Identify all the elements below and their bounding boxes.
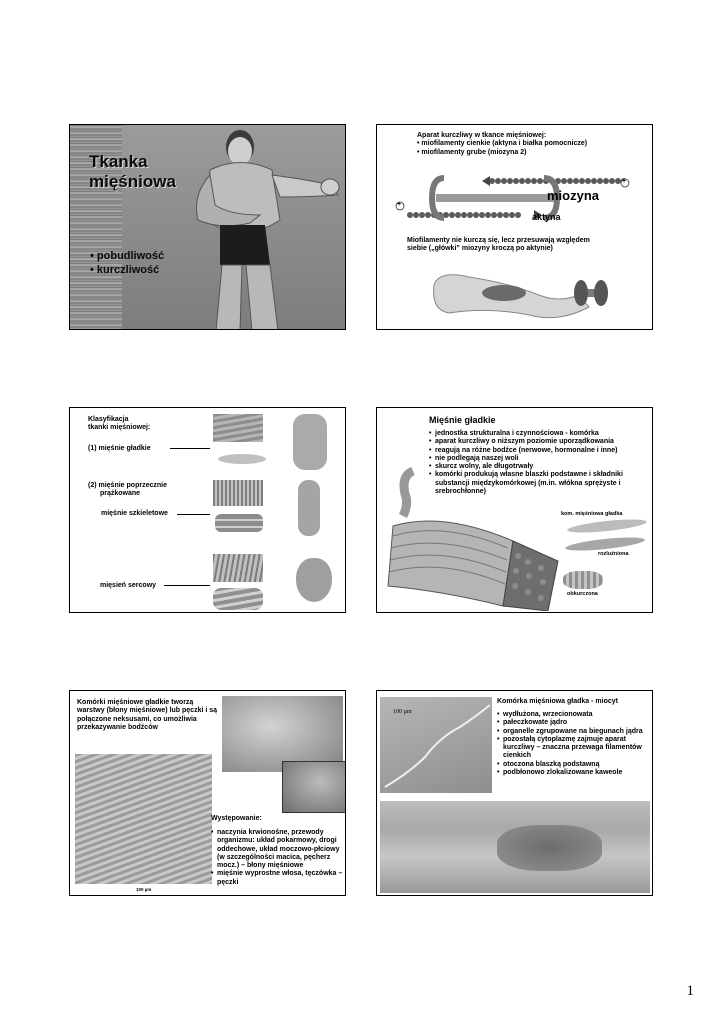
- classification-title-line-1: Klasyfikacja: [88, 416, 129, 423]
- page-number: 1: [686, 983, 694, 999]
- feature-rod-nucleus: • pałeczkowate jądro: [497, 719, 651, 727]
- striated-line-2: prążkowane: [100, 490, 141, 498]
- cell-relaxed-drawing: [567, 517, 648, 535]
- occurrence-title: Występowanie:: [211, 815, 262, 822]
- micrograph-scale-label: 100 µm: [393, 709, 412, 715]
- cardiac-fibers-drawing: [213, 588, 263, 610]
- caption-line-2: siebie („główki” miozyny kroczą po aktynie): [407, 245, 553, 253]
- feature-slow-contraction: • skurcz wolny, ale długotrwały: [429, 463, 651, 471]
- feature-basal-lamina: • komórki produkują własne blaszki podstawne i składniki substancji międzykomórkowej (m.in. włókna sprężyste i srebrochłonne): [429, 471, 651, 496]
- contractile-apparatus-text: [417, 132, 647, 157]
- skeletal-fibers-drawing: [215, 514, 263, 532]
- smooth-muscle-cells-drawing: [218, 454, 266, 464]
- arm-dumbbell-illustration: [429, 265, 619, 327]
- histology-scale-bar: 100 µm: [136, 887, 152, 892]
- item-striated-muscle: [88, 482, 167, 499]
- slide-title: [89, 152, 176, 192]
- slide-miesnie-gladkie: [376, 407, 653, 613]
- label-relaxed: rozluźniona: [598, 551, 629, 557]
- feature-contractile-cytoplasm: • pozostałą cytoplazmę zajmuje aparat kurczliwy – znaczna przewaga filamentów cienkich: [497, 736, 651, 761]
- heart-icon: [296, 558, 332, 602]
- myosin-label: miozyna: [547, 188, 600, 203]
- bodybuilder-photo: [180, 125, 346, 330]
- actin-label: aktyna: [532, 212, 561, 222]
- label-smooth-muscle-cell: kom. mięśniowa gładka: [561, 511, 623, 517]
- pointer-arrow-cardiac: [164, 585, 210, 586]
- feature-organelles: • organelle zgrupowane na biegunach jądra: [497, 728, 651, 736]
- slide-tkanka-miesniowa: [69, 124, 346, 330]
- occurrence-hair-iris: • mięśnie wyprostne włosa, tęczówka – pęczki: [211, 870, 345, 887]
- feature-stimuli: • reagują na różne bodźce (nerwowe, hormonalne i inne): [429, 447, 651, 455]
- smooth-muscle-tissue-block: [383, 466, 563, 611]
- pointer-arrow-smooth: [170, 448, 210, 449]
- slide-warstwy-miesniowe: [69, 690, 346, 896]
- pointer-arrow-skeletal: [177, 514, 210, 515]
- feature-basal-lamina: • otoczona blaszką podstawną: [497, 761, 651, 769]
- skeletal-muscle-micrograph: [213, 480, 263, 506]
- feature-involuntary: • nie podlegają naszej woli: [429, 455, 651, 463]
- slide-klasyfikacja: [69, 407, 346, 613]
- smooth-muscle-micrograph: [213, 414, 263, 442]
- label-contracted: obkurczona: [567, 591, 598, 597]
- classification-title: [88, 416, 150, 433]
- slide-aparat-kurczliwy: [376, 124, 653, 330]
- digestive-organs-icon: [293, 414, 327, 470]
- property-excitability: • pobudliwość: [90, 250, 165, 262]
- feature-caveolae: • podbłonowo zlokalizowane kaweole: [497, 769, 651, 777]
- title-line-2: mięśniowa: [89, 172, 176, 191]
- feature-contractile-apparatus: • aparat kurczliwy o niższym poziomie uporządkowania: [429, 438, 651, 446]
- occurrence-list: [211, 829, 345, 887]
- smooth-muscle-layers-intro: Komórki mięśniowe gładkie tworzą warstwy (błony mięśniowe) lub pęczki i są połączone neksusami, co umożliwia przekazywanie bodźców: [77, 699, 218, 731]
- item-smooth-muscle: (1) mięśnie gładkie: [88, 445, 151, 452]
- bullet-thin-filaments: • miofilamenty cienkie (aktyna i białka pomocnicze): [417, 140, 588, 148]
- bullet-thick-filaments: • miofilamenty grube (miozyna 2): [417, 148, 527, 156]
- classification-title-line-2: tkanki mięśniowej:: [88, 424, 151, 432]
- plus-left-label: +: [397, 201, 402, 208]
- striated-line-1: (2) mięśnie poprzecznie: [88, 482, 167, 489]
- feature-structural-unit: • jednostka strukturalna i czynnościowa - komórka: [429, 430, 651, 438]
- nucleus-region: [497, 825, 602, 871]
- feature-spindle-shape: • wydłużona, wrzecionowata: [497, 711, 651, 719]
- smooth-muscle-title: Mięśnie gładkie: [429, 415, 496, 425]
- property-contractility: • kurczliwość: [90, 264, 160, 276]
- occurrence-organ-systems: • naczynia krwionośne, przewody organizmu: układ pokarmowy, drogi oddechowe, układ moczowo-płciowy (w szczególności macica, pęcherz mocz.) – błony mięśniowe: [211, 829, 345, 870]
- cardiac-muscle-micrograph: [213, 554, 263, 582]
- histology-section-smooth-muscle: [75, 754, 212, 884]
- slide-miocyt: [376, 690, 653, 896]
- property-list: [90, 249, 164, 277]
- item-cardiac-muscle: mięsień sercowy: [100, 582, 157, 589]
- myocyte-title: Komórka mięśniowa gładka - miocyt: [497, 698, 618, 705]
- item-skeletal-muscle: mięśnie szkieletowe: [101, 510, 168, 517]
- myocyte-features: [497, 711, 651, 777]
- sliding-filament-caption: [407, 237, 647, 254]
- plus-right-label: +: [622, 178, 627, 185]
- sarcomere-diagram: [392, 173, 642, 225]
- arm-muscles-icon: [298, 480, 320, 536]
- heading: Aparat kurczliwy w tkance mięśniowej:: [417, 132, 547, 139]
- title-line-1: Tkanka: [89, 152, 148, 171]
- cell-contracted-drawing: [563, 571, 603, 589]
- caption-line-1: Miofilamenty nie kurczą się, lecz przesuwają względem: [407, 237, 590, 244]
- electron-micrograph-nexus: [282, 761, 346, 813]
